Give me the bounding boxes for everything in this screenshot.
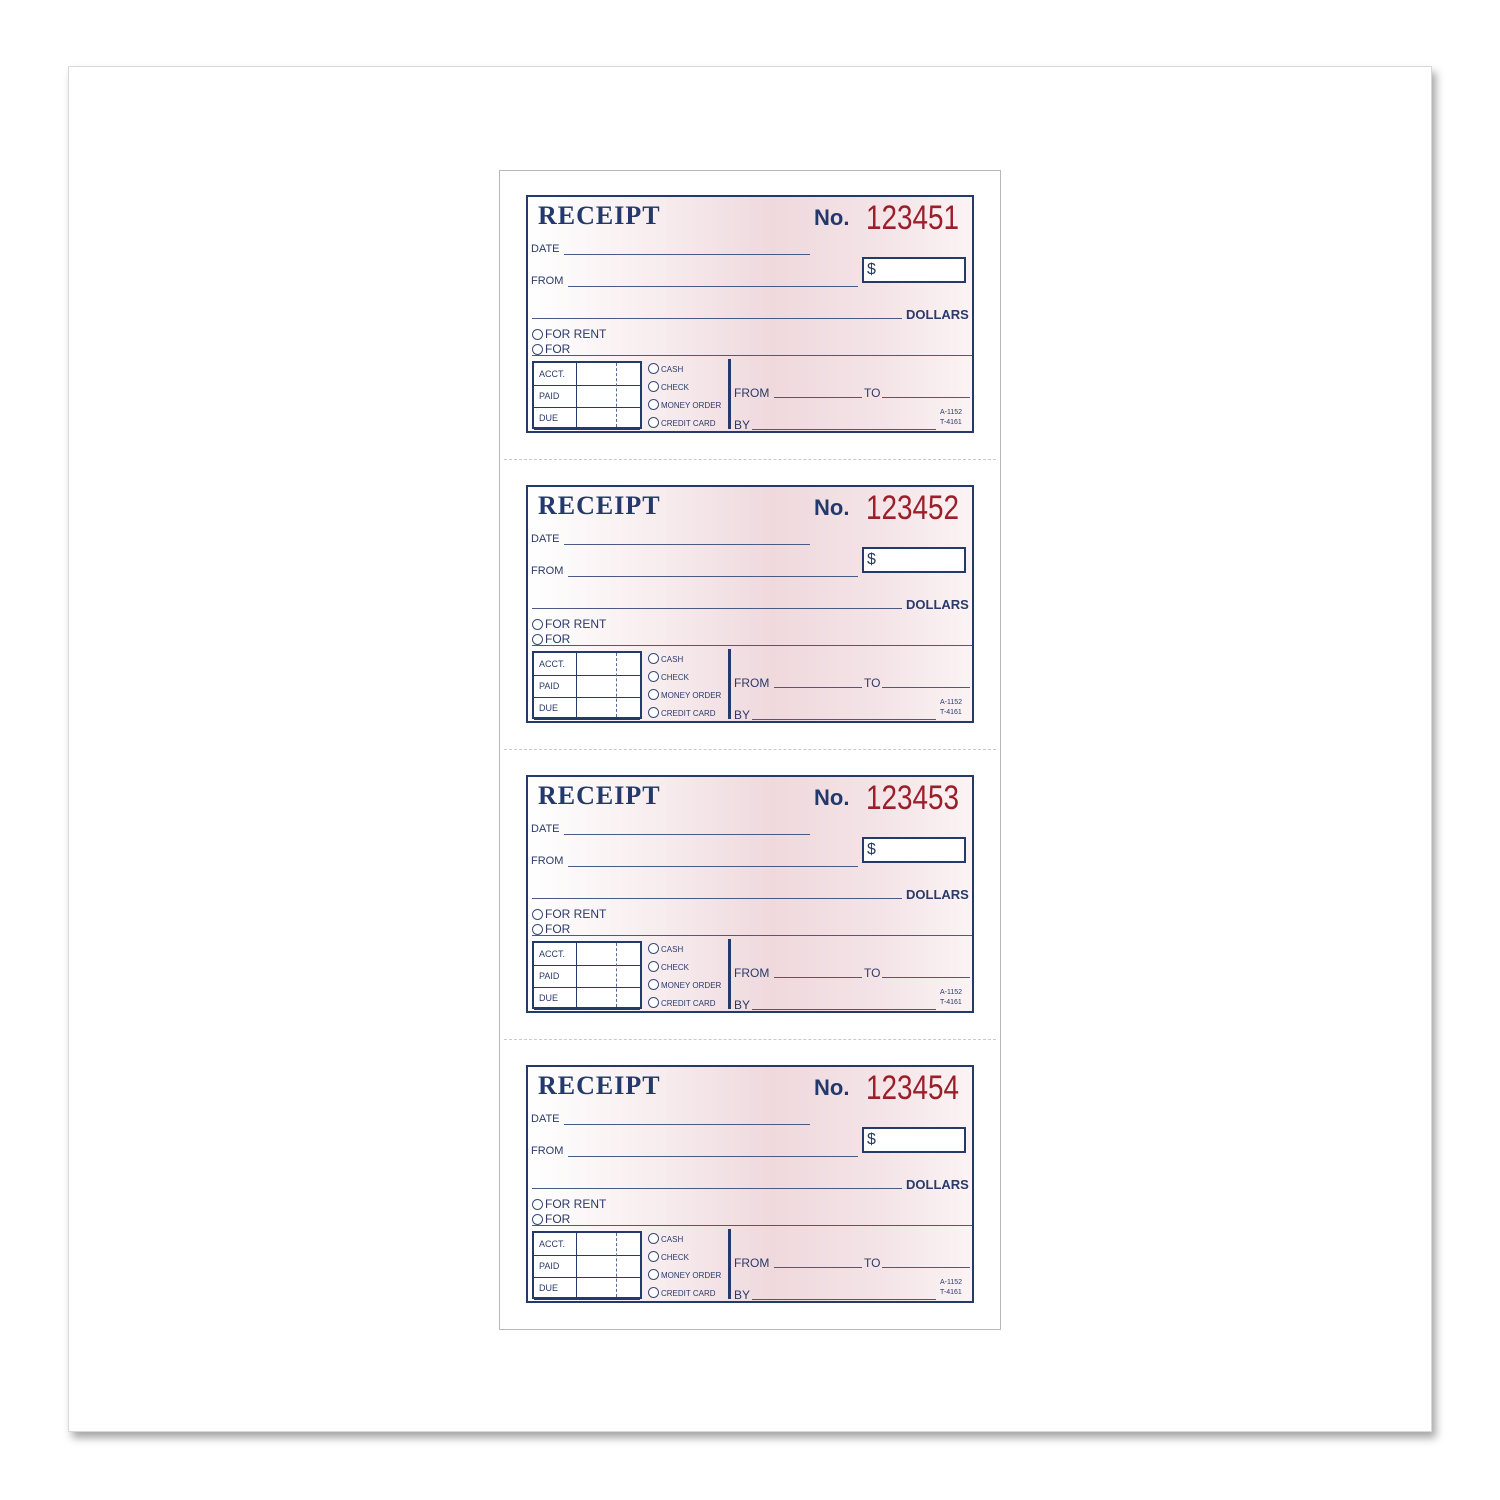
for-label: FOR — [545, 632, 571, 646]
period-from-field[interactable] — [774, 397, 862, 398]
acct-row — [534, 363, 640, 386]
check-label: CHECK — [661, 1253, 690, 1262]
cash-label: CASH — [661, 1235, 684, 1244]
date-field[interactable] — [564, 834, 810, 835]
money-order-label: MONEY ORDER — [661, 691, 722, 700]
for-radio[interactable] — [532, 634, 543, 645]
dollar-sign: $ — [867, 261, 876, 278]
from-label: FROM — [531, 1145, 564, 1157]
money-order-label: MONEY ORDER — [661, 401, 722, 410]
amount-field[interactable] — [862, 547, 966, 573]
period-to-field[interactable] — [882, 1267, 970, 1268]
due-label: DUE — [539, 413, 559, 423]
perforation-line — [504, 749, 996, 750]
account-table — [532, 941, 642, 1009]
amount-words-field[interactable] — [532, 608, 902, 609]
perforation-line — [504, 459, 996, 460]
by-field[interactable] — [752, 1009, 936, 1010]
for-rent-radio[interactable] — [532, 329, 543, 340]
check-radio[interactable] — [648, 671, 659, 682]
date-label: DATE — [531, 533, 560, 545]
from-field[interactable] — [568, 1156, 858, 1157]
due-row — [534, 407, 640, 430]
paid-label: PAID — [539, 391, 560, 401]
credit-card-label: CREDIT CARD — [661, 1289, 716, 1298]
money-order-radio[interactable] — [648, 979, 659, 990]
table-divider — [576, 1233, 577, 1297]
for-rent-label: FOR RENT — [545, 617, 607, 631]
period-to-field[interactable] — [882, 687, 970, 688]
check-radio[interactable] — [648, 961, 659, 972]
receipt — [526, 195, 974, 433]
period-from-label: FROM — [734, 676, 770, 690]
receipt-number-label: No. — [814, 1075, 850, 1100]
form-code-a: A-1152 — [940, 989, 963, 996]
from-field[interactable] — [568, 286, 858, 287]
from-label: FROM — [531, 855, 564, 867]
credit-card-label: CREDIT CARD — [661, 419, 716, 428]
form-code-t: T-4161 — [940, 1289, 962, 1296]
dollar-sign: $ — [867, 551, 876, 568]
by-label: BY — [734, 998, 751, 1012]
due-row — [534, 1277, 640, 1300]
dollars-label: DOLLARS — [906, 597, 969, 612]
period-from-field[interactable] — [774, 687, 862, 688]
credit-card-radio[interactable] — [648, 707, 659, 718]
form-code-t: T-4161 — [940, 709, 962, 716]
account-table — [532, 1231, 642, 1299]
for-rent-radio[interactable] — [532, 1199, 543, 1210]
receipt-number: 123451 — [866, 199, 960, 237]
cents-divider — [616, 653, 617, 717]
credit-card-label: CREDIT CARD — [661, 999, 716, 1008]
money-order-radio[interactable] — [648, 1269, 659, 1280]
for-rent-label: FOR RENT — [545, 1197, 607, 1211]
money-order-radio[interactable] — [648, 689, 659, 700]
cash-radio[interactable] — [648, 1233, 659, 1244]
cash-label: CASH — [661, 655, 684, 664]
money-order-label: MONEY ORDER — [661, 981, 722, 990]
for-label: FOR — [545, 1212, 571, 1226]
for-field[interactable] — [532, 355, 972, 356]
receipt-number-label: No. — [814, 205, 850, 230]
for-rent-label: FOR RENT — [545, 907, 607, 921]
receipt-number-label: No. — [814, 495, 850, 520]
amount-words-field[interactable] — [532, 318, 902, 319]
section-divider — [728, 939, 731, 1009]
cash-radio[interactable] — [648, 363, 659, 374]
credit-card-radio[interactable] — [648, 997, 659, 1008]
for-radio[interactable] — [532, 1214, 543, 1225]
acct-row — [534, 653, 640, 676]
check-label: CHECK — [661, 673, 690, 682]
amount-field[interactable] — [862, 837, 966, 863]
date-field[interactable] — [564, 1124, 810, 1125]
period-from-field[interactable] — [774, 1267, 862, 1268]
check-radio[interactable] — [648, 1251, 659, 1262]
period-to-label: TO — [864, 676, 881, 690]
date-field[interactable] — [564, 254, 810, 255]
by-label: BY — [734, 1288, 751, 1302]
form-code-a: A-1152 — [940, 1279, 963, 1286]
from-label: FROM — [531, 565, 564, 577]
due-label: DUE — [539, 993, 559, 1003]
for-label: FOR — [545, 922, 571, 936]
for-field[interactable] — [532, 1225, 972, 1226]
acct-label: ACCT. — [539, 659, 566, 669]
table-divider — [576, 943, 577, 1007]
date-field[interactable] — [564, 544, 810, 545]
cash-label: CASH — [661, 365, 684, 374]
paid-label: PAID — [539, 681, 560, 691]
perforation-line — [504, 1039, 996, 1040]
from-label: FROM — [531, 275, 564, 287]
for-field[interactable] — [532, 935, 972, 936]
dollar-sign: $ — [867, 1131, 876, 1148]
receipt — [526, 485, 974, 723]
acct-row — [534, 1233, 640, 1256]
period-from-label: FROM — [734, 1256, 770, 1270]
acct-label: ACCT. — [539, 369, 566, 379]
receipt-sheet — [499, 170, 1001, 1330]
period-to-label: TO — [864, 1256, 881, 1270]
for-rent-radio[interactable] — [532, 619, 543, 630]
credit-card-radio[interactable] — [648, 1287, 659, 1298]
receipt-number-label: No. — [814, 785, 850, 810]
amount-field[interactable] — [862, 257, 966, 283]
dollars-label: DOLLARS — [906, 887, 969, 902]
for-rent-radio[interactable] — [532, 909, 543, 920]
amount-words-field[interactable] — [532, 898, 902, 899]
form-code-a: A-1152 — [940, 409, 963, 416]
from-field[interactable] — [568, 866, 858, 867]
by-label: BY — [734, 418, 751, 432]
by-field[interactable] — [752, 1299, 936, 1300]
cash-radio[interactable] — [648, 943, 659, 954]
dollar-sign: $ — [867, 841, 876, 858]
money-order-label: MONEY ORDER — [661, 1271, 722, 1280]
section-divider — [728, 1229, 731, 1299]
receipt-title: RECEIPT — [538, 781, 661, 810]
acct-row — [534, 943, 640, 966]
period-to-label: TO — [864, 966, 881, 980]
table-divider — [576, 363, 577, 427]
receipt — [526, 1065, 974, 1303]
account-table — [532, 361, 642, 429]
receipt-title: RECEIPT — [538, 1071, 661, 1100]
for-field[interactable] — [532, 645, 972, 646]
period-from-field[interactable] — [774, 977, 862, 978]
paid-row — [534, 385, 640, 408]
date-label: DATE — [531, 1113, 560, 1125]
credit-card-radio[interactable] — [648, 417, 659, 428]
receipt-number: 123454 — [866, 1069, 960, 1107]
form-code-t: T-4161 — [940, 999, 962, 1006]
period-from-label: FROM — [734, 386, 770, 400]
cash-label: CASH — [661, 945, 684, 954]
account-table — [532, 651, 642, 719]
by-field[interactable] — [752, 719, 936, 720]
receipt — [526, 775, 974, 1013]
due-label: DUE — [539, 703, 559, 713]
credit-card-label: CREDIT CARD — [661, 709, 716, 718]
date-label: DATE — [531, 243, 560, 255]
table-divider — [576, 653, 577, 717]
cents-divider — [616, 363, 617, 427]
paid-row — [534, 965, 640, 988]
amount-field[interactable] — [862, 1127, 966, 1153]
paid-row — [534, 675, 640, 698]
paid-label: PAID — [539, 971, 560, 981]
from-field[interactable] — [568, 576, 858, 577]
receipt-number: 123453 — [866, 779, 960, 817]
date-label: DATE — [531, 823, 560, 835]
cents-divider — [616, 1233, 617, 1297]
amount-words-field[interactable] — [532, 1188, 902, 1189]
paid-row — [534, 1255, 640, 1278]
by-label: BY — [734, 708, 751, 722]
money-order-radio[interactable] — [648, 399, 659, 410]
section-divider — [728, 649, 731, 719]
check-label: CHECK — [661, 383, 690, 392]
period-from-label: FROM — [734, 966, 770, 980]
period-to-field[interactable] — [882, 397, 970, 398]
for-label: FOR — [545, 342, 571, 356]
acct-label: ACCT. — [539, 949, 566, 959]
receipt-number: 123452 — [866, 489, 960, 527]
by-field[interactable] — [752, 429, 936, 430]
period-to-field[interactable] — [882, 977, 970, 978]
form-code-a: A-1152 — [940, 699, 963, 706]
receipt-title: RECEIPT — [538, 201, 661, 230]
due-row — [534, 987, 640, 1010]
period-to-label: TO — [864, 386, 881, 400]
check-radio[interactable] — [648, 381, 659, 392]
acct-label: ACCT. — [539, 1239, 566, 1249]
dollars-label: DOLLARS — [906, 307, 969, 322]
section-divider — [728, 359, 731, 429]
cents-divider — [616, 943, 617, 1007]
for-radio[interactable] — [532, 924, 543, 935]
for-rent-label: FOR RENT — [545, 327, 607, 341]
due-row — [534, 697, 640, 720]
paid-label: PAID — [539, 1261, 560, 1271]
form-code-t: T-4161 — [940, 419, 962, 426]
for-radio[interactable] — [532, 344, 543, 355]
check-label: CHECK — [661, 963, 690, 972]
cash-radio[interactable] — [648, 653, 659, 664]
receipt-title: RECEIPT — [538, 491, 661, 520]
due-label: DUE — [539, 1283, 559, 1293]
dollars-label: DOLLARS — [906, 1177, 969, 1192]
